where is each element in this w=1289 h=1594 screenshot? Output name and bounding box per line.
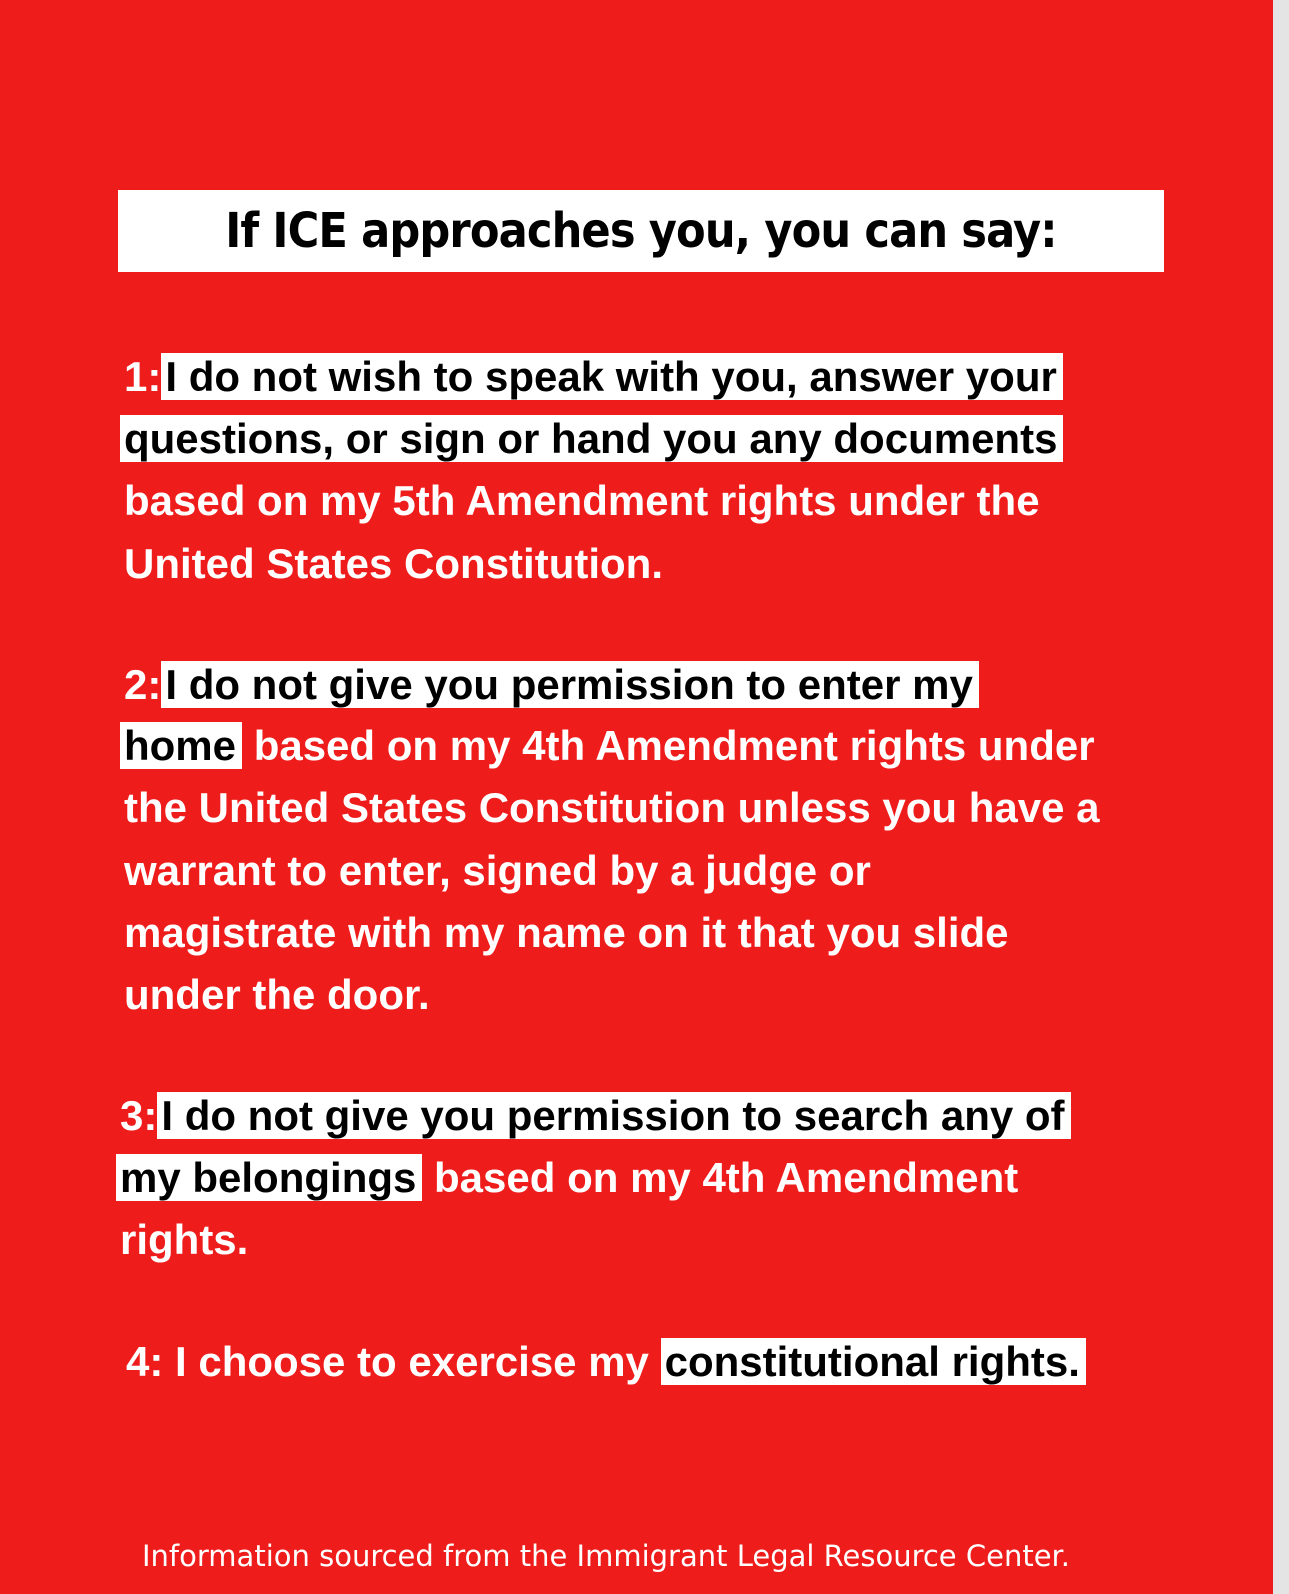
item2-highlight-1: I do not give you permission to enter my bbox=[161, 661, 978, 708]
item3-line1 bbox=[120, 1089, 1071, 1143]
item2-highlight-home: home bbox=[120, 722, 242, 769]
item2-line5: magistrate with my name on it that you slide bbox=[124, 909, 1009, 956]
right-edge-strip bbox=[1273, 0, 1289, 1594]
item1-highlight-1: I do not wish to speak with you, answer your bbox=[161, 353, 1062, 400]
item2-line6: under the door. bbox=[124, 971, 430, 1018]
item1-number: 1: bbox=[124, 353, 162, 400]
item1-line4: United States Constitution. bbox=[124, 540, 663, 587]
item2-line2-rest: based on my 4th Amendment rights under bbox=[253, 722, 1095, 769]
item1-line3: based on my 5th Amendment rights under the bbox=[124, 477, 1040, 524]
item3-highlight-1: I do not give you permission to search any of bbox=[157, 1092, 1070, 1139]
item1-highlight-2: questions, or sign or hand you any documents bbox=[120, 415, 1063, 462]
page-title: If ICE approaches you, you can say: bbox=[225, 203, 1057, 259]
item4-highlight: constitutional rights. bbox=[661, 1338, 1086, 1385]
item1-line2 bbox=[120, 412, 1063, 466]
item2-line1 bbox=[124, 658, 979, 712]
item4-text: 4: I choose to exercise my bbox=[126, 1338, 649, 1385]
item2-line3: the United States Constitution unless you have a bbox=[124, 784, 1100, 831]
item1-line1 bbox=[124, 350, 1063, 404]
item3-line2-rest: based on my 4th Amendment bbox=[434, 1154, 1019, 1201]
item3-highlight-belongings: my belongings bbox=[116, 1154, 422, 1201]
source-footer: Information sourced from the Immigrant Legal Resource Center. bbox=[142, 1539, 1071, 1573]
item4-line bbox=[126, 1335, 1086, 1389]
item2-line2 bbox=[120, 719, 1095, 773]
item2-line4: warrant to enter, signed by a judge or bbox=[124, 847, 871, 894]
item3-line3: rights. bbox=[120, 1216, 249, 1263]
item2-number: 2: bbox=[124, 661, 162, 708]
title-banner bbox=[118, 190, 1164, 272]
item3-number: 3: bbox=[120, 1092, 158, 1139]
item3-line2 bbox=[116, 1151, 1018, 1205]
